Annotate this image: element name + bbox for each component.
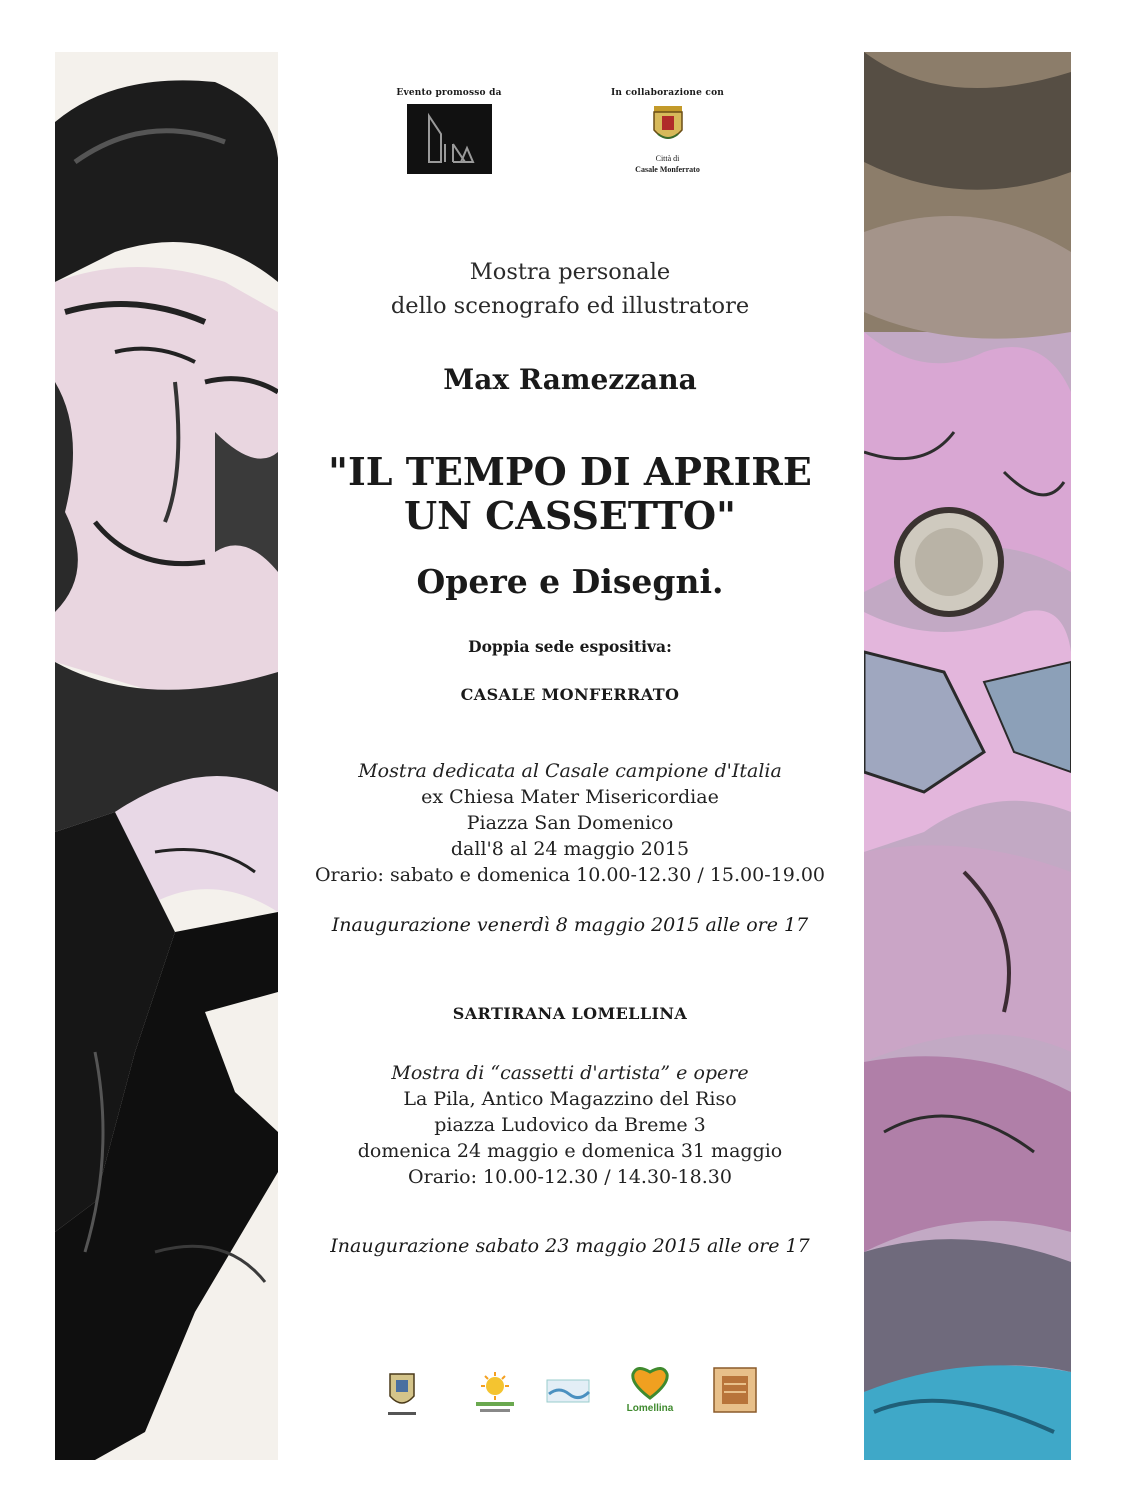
venue1-line5: Orario: sabato e domenica 10.00-12.30 / 15.00-19.00 — [314, 864, 826, 886]
comune-sartirana-crest-icon — [382, 1368, 422, 1418]
venue1-line1: Mostra dedicata al Casale campione d'Italia — [358, 760, 782, 782]
venue1-line2: ex Chiesa Mater Misericordiae — [421, 786, 719, 808]
promoter-logo-icon — [407, 104, 492, 174]
sun-logo-icon — [470, 1370, 520, 1416]
lomellina-label: Lomellina — [626, 1403, 674, 1414]
venue2-inauguration: Inaugurazione sabato 23 maggio 2015 alle ore 17 — [330, 1235, 810, 1257]
right-abstract-artwork — [864, 52, 1071, 1460]
venue1-city: CASALE MONFERRATO — [460, 685, 680, 704]
promoter-logo — [407, 104, 492, 174]
venue1-line3: Piazza San Domenico — [466, 812, 674, 834]
venue2-city: SARTIRANA LOMELLINA — [452, 1004, 688, 1023]
intro-line1: Mostra personale — [469, 259, 671, 285]
exhibition-subtitle: Opere e Disegni. — [416, 562, 724, 601]
promoter-right — [600, 88, 735, 174]
crest-caption-line1: Città di — [655, 154, 680, 163]
title-line2: UN CASSETTO" — [404, 493, 736, 538]
venue2-line2: La Pila, Antico Magazzino del Riso — [403, 1088, 737, 1110]
venue2-line1: Mostra di “cassetti d'artista” e opere — [391, 1062, 749, 1084]
blue-wave-logo-icon — [545, 1376, 591, 1406]
venue-label: Doppia sede espositiva: — [468, 637, 672, 656]
venue2-line4: domenica 24 maggio e domenica 31 maggio — [357, 1140, 783, 1162]
artist-name: Max Ramezzana — [443, 363, 697, 396]
lomellina-logo — [625, 1362, 675, 1414]
venue2-line3: piazza Ludovico da Breme 3 — [434, 1114, 706, 1136]
city-crest — [600, 104, 735, 174]
title-line1: "IL TEMPO DI APRIRE — [328, 449, 812, 494]
riso-logo-icon — [710, 1364, 760, 1416]
city-crest-icon — [648, 104, 688, 148]
venue1-inauguration: Inaugurazione venerdì 8 maggio 2015 alle ore 17 — [331, 914, 809, 936]
promoter-right-label: In collaborazione con — [610, 88, 725, 98]
venue2-details — [290, 1060, 850, 1190]
venue1-details — [290, 758, 850, 888]
intro-line2: dello scenografo ed illustratore — [390, 293, 750, 319]
intro-text — [290, 255, 850, 323]
exhibition-title — [290, 450, 850, 538]
promoter-left-label: Evento promosso da — [396, 88, 502, 98]
crest-caption-line2: Casale Monferrato — [635, 165, 700, 174]
venue1-line4: dall'8 al 24 maggio 2015 — [450, 838, 690, 860]
promoter-left — [385, 88, 513, 174]
sponsor-logos — [370, 1362, 790, 1422]
left-portrait-artwork — [55, 52, 278, 1460]
heart-icon — [629, 1362, 671, 1402]
venue2-line5: Orario: 10.00-12.30 / 14.30-18.30 — [408, 1166, 732, 1188]
